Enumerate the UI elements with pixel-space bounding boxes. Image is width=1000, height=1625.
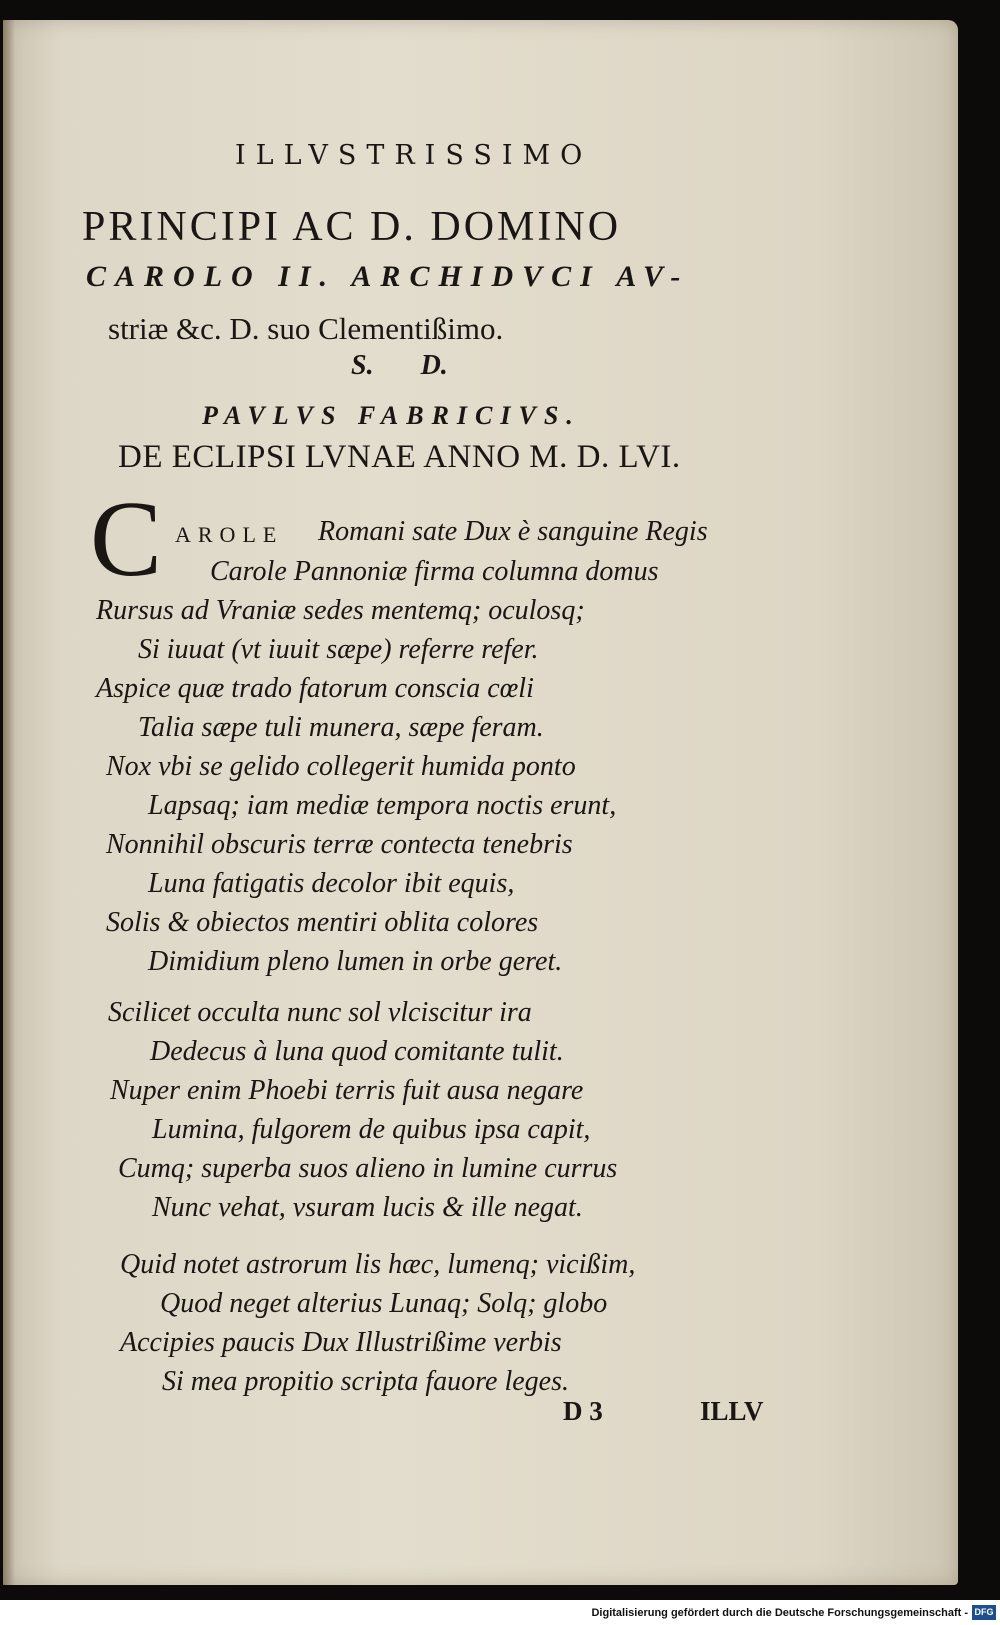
verse-line: Luna fatigatis decolor ibit equis, xyxy=(148,868,515,899)
header-line-3: CAROLO II. ARCHIDVCI AV- xyxy=(86,260,690,293)
first-word: AROLE xyxy=(175,522,284,547)
verse-line: Carole Pannoniæ firma columna domus xyxy=(210,556,659,587)
poem-title: DE ECLIPSI LVNAE ANNO M. D. LVI. xyxy=(118,439,681,475)
verse-line: Dedecus à luna quod comitante tulit. xyxy=(150,1036,564,1067)
verse-line: Quid notet astrorum lis hæc, lumenq; vicißim, xyxy=(120,1249,636,1280)
drop-cap: C xyxy=(90,480,163,599)
verse-line: Nox vbi se gelido collegerit humida ponto xyxy=(106,751,576,782)
dfg-logo: DFG xyxy=(972,1605,996,1620)
header-line-2: PRINCIPI AC D. DOMINO xyxy=(82,204,622,250)
page-gutter-shadow xyxy=(3,20,15,1585)
verse-line: Quod neget alterius Lunaq; Solq; globo xyxy=(160,1288,608,1319)
header-line-5: S. D. xyxy=(351,350,448,381)
verse-line: Nunc vehat, vsuram lucis & ille negat. xyxy=(152,1192,583,1223)
verse-line: Accipies paucis Dux Illustrißime verbis xyxy=(120,1327,562,1358)
verse-line: Nuper enim Phoebi terris fuit ausa negare xyxy=(110,1075,584,1106)
verse-line: Lumina, fulgorem de quibus ipsa capit, xyxy=(152,1114,591,1145)
header-line-1: ILLVSTRISSIMO xyxy=(235,140,593,171)
verse-line: Romani sate Dux è sanguine Regis xyxy=(318,516,708,547)
credit-text: Digitalisierung gefördert durch die Deutsche Forschungsgemeinschaft - xyxy=(591,1607,968,1619)
catchword: ILLV xyxy=(700,1396,764,1426)
verse-line: Aspice quæ trado fatorum conscia cœli xyxy=(96,673,534,704)
author-line: PAVLVS FABRICIVS. xyxy=(202,401,581,430)
verse-line: Scilicet occulta nunc sol vlciscitur ira xyxy=(108,997,532,1028)
verse-line: Lapsaq; iam mediæ tempora noctis erunt, xyxy=(148,790,617,821)
verse-line: Solis & obiectos mentiri oblita colores xyxy=(106,907,539,938)
verse-line: Talia sæpe tuli munera, sæpe feram. xyxy=(138,712,544,743)
verse-line: Rursus ad Vraniæ sedes mentemq; oculosq; xyxy=(96,595,585,626)
verse-line: Cumq; superba suos alieno in lumine currus xyxy=(118,1153,618,1184)
verse-line: Dimidium pleno lumen in orbe geret. xyxy=(148,946,563,977)
verse-line: Si iuuat (vt iuuit sæpe) referre refer. xyxy=(138,634,539,665)
verse-line: Si mea propitio scripta fauore leges. xyxy=(162,1366,569,1397)
verse-line: Nonnihil obscuris terræ contecta tenebris xyxy=(106,829,573,860)
signature-mark: D 3 xyxy=(563,1396,603,1426)
header-line-4: striæ &c. D. suo Clementißimo. xyxy=(108,311,504,346)
